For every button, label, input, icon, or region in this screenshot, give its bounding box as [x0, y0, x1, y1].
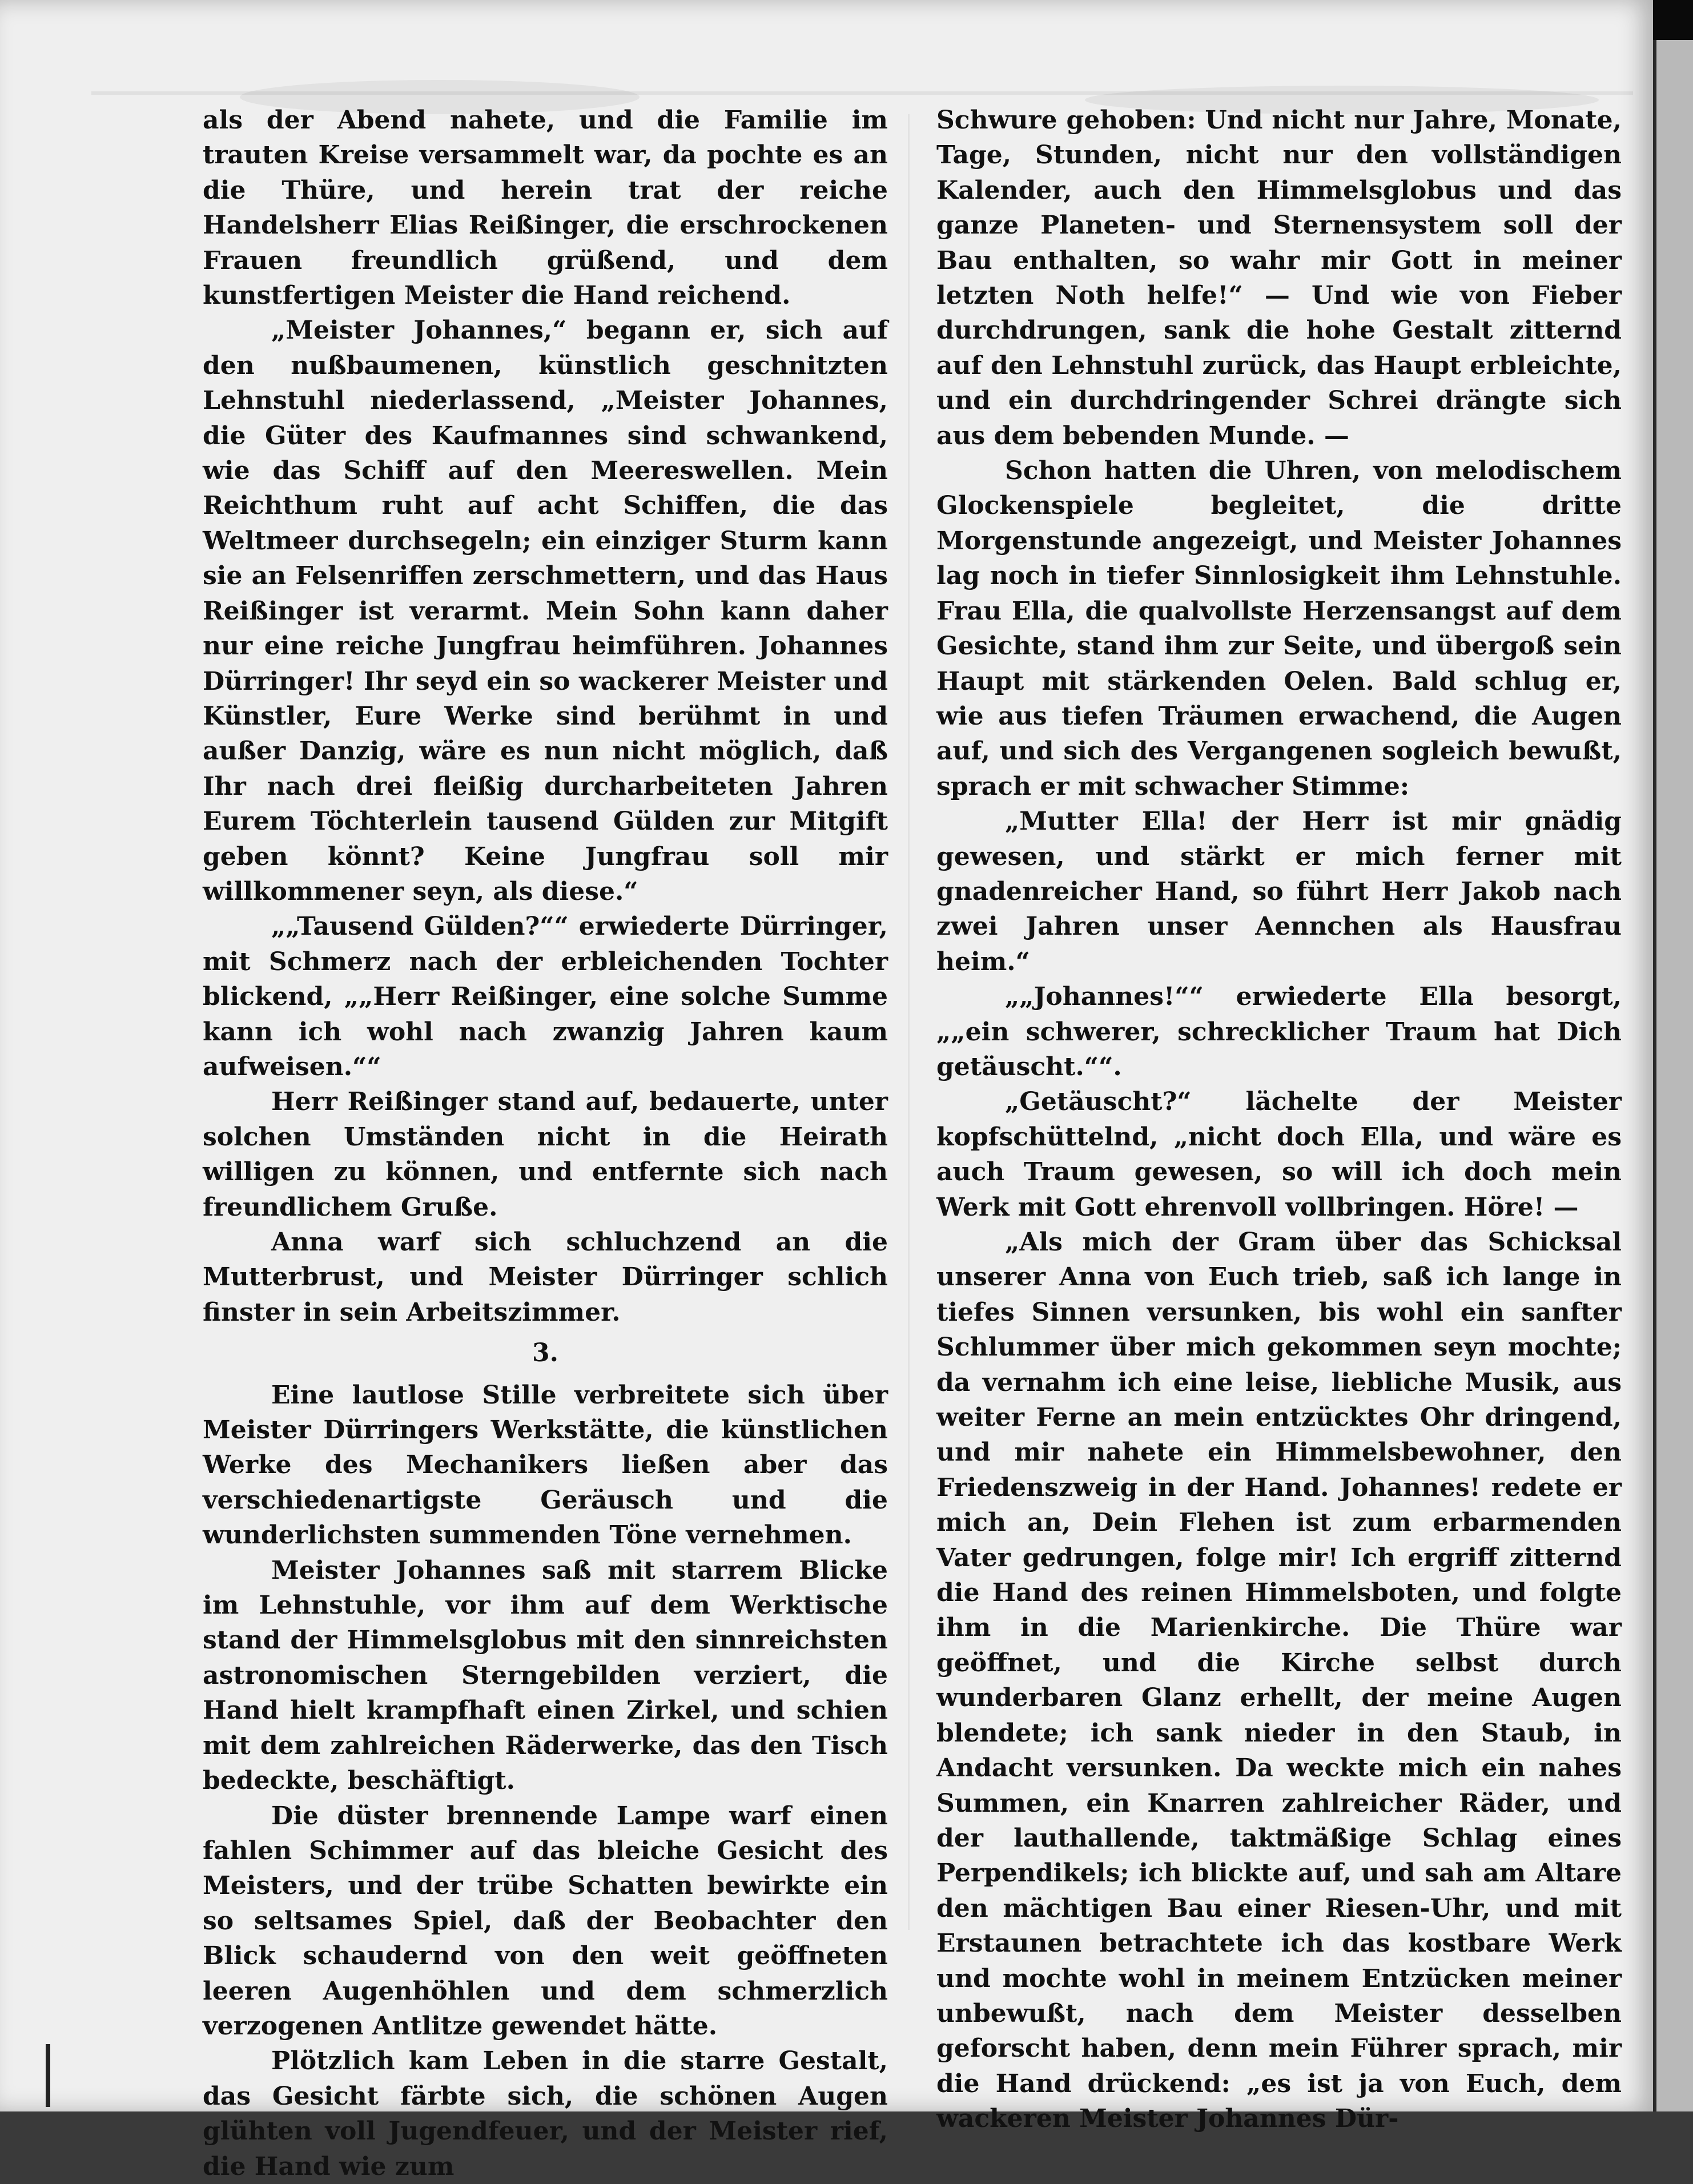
paragraph: Die düster brennende Lampe warf einen fahlen Schimmer auf das bleiche Gesicht des Meisters, und der trübe Schatten bewirkte ein so seltsames Spiel, daß der Beobachter den Blick schaudernd von den weit geöffneten leeren Augenhöhlen und dem schmerzlich verzogenen Antlitze gewendet hätte. [203, 1801, 888, 2041]
paragraph: „Meister Johannes,“ begann er, sich auf den nußbaumenen, künstlich geschnitzten Lehnstuhl niederlassend, „Meister Johannes, die Güter des Kaufmannes sind schwankend, wie das Schiff auf den Meereswellen. Mein Reichthum ruht auf acht Schiffen, die das Weltmeer durchsegeln; ein einziger Sturm kann sie an Felsenriffen zerschmettern, und das Haus Reißinger ist verarmt. Mein Sohn kann daher nur eine reiche Jungfrau heimführen. Johannes Dürringer! Ihr seyd ein so wackerer Meister und Künstler, Eure Werke sind berühmt in und außer Danzig, wäre es nun nicht möglich, daß Ihr nach drei fleißig durcharbeiteten Jahren Eurem Töchterlein tausend Gülden zur Mitgift geben könnt? Keine Jungfrau soll mir willkommener seyn, als diese.“ [203, 316, 888, 906]
paragraph: Schon hatten die Uhren, von melodischem Glockenspiele begleitet, die dritte Morgenstunde angezeigt, und Meister Johannes lag noch in tiefer Sinnlosigkeit ihm Lehnstuhle. Frau Ella, die qualvollste Herzensangst auf dem Gesichte, stand ihm zur Seite, und übergoß sein Haupt mit stärkenden Oelen. Bald schlug er, wie aus tiefen Träumen erwachend, die Augen auf, und sich des Vergangenen sogleich bewußt, sprach er mit schwacher Stimme: [936, 456, 1622, 801]
paragraph: „Getäuscht?“ lächelte der Meister kopfschüttelnd, „nicht doch Ella, und wäre es auch Traum gewesen, so will ich doch mein Werk mit Gott ehrenvoll vollbringen. Höre! — [936, 1087, 1622, 1222]
scan-edge [1653, 40, 1693, 2111]
right-column [936, 103, 1622, 2134]
paragraph: Eine lautlose Stille verbreitete sich über Meister Dürringers Werkstätte, die künstlichen Werke des Mechanikers ließen aber das verschiedenartigste Geräusch und die wunderlichsten summenden Töne vernehmen. [203, 1380, 888, 1550]
paragraph: „„Tausend Gülden?““ erwiederte Dürringer, mit Schmerz nach der erbleichenden Tochter blickend, „„Herr Reißinger, eine solche Summe kann ich wohl nach zwanzig Jahren kaum aufweisen.““ [203, 912, 888, 1081]
paragraph: als der Abend nahete, und die Familie im trauten Kreise versammelt war, da pochte es an die Thüre, und herein trat der reiche Handelsherr Elias Reißinger, die erschrockenen Frauen freundlich grüßend, und dem kunstfertigen Meister die Hand reichend. [203, 106, 888, 311]
paragraph: „Als mich der Gram über das Schicksal unserer Anna von Euch trieb, saß ich lange in tiefes Sinnen versunken, bis wohl ein sanfter Schlummer über mich gekommen seyn mochte; da vernahm ich eine leise, liebliche Musik, aus weiter Ferne an mein entzücktes Ohr dringend, und mir nahete ein Himmelsbewohner, den Friedenszweig in der Hand. Johannes! redete er mich an, Dein Flehen ist zum erbarmenden Vater gedrungen, folge mir! Ich ergriff zitternd die Hand des reinen Himmelsboten, und folgte ihm in die Marienkirche. Die Thüre war geöffnet, und die Kirche selbst durch wunderbaren Glanz erhellt, der meine Augen blendete; ich sank nieder in den Staub, in Andacht versunken. Da weckte mich ein nahes Summen, ein Knarren zahlreicher Räder, und der lauthallende, taktmäßige Schlag eines Perpendikels; ich blickte auf, und sah am Altare den mächtigen Bau einer Riesen-Uhr, und mit Erstaunen betrachtete ich das kostbare Werk und mochte wohl in meinem Entzücken meiner unbewußt, nach dem Meister desselben geforscht haben, denn mein Führer sprach, mir die Hand drückend: „es ist ja von Euch, dem wackeren Meister Johannes Dür- [936, 1228, 1622, 2134]
left-column [203, 103, 888, 2181]
scan-edge-top [1653, 0, 1693, 40]
paragraph: „Mutter Ella! der Herr ist mir gnädig gewesen, und stärkt er mich ferner mit gnadenreicher Hand, so führt Herr Jakob nach zwei Jahren unser Aennchen als Hausfrau heim.“ [936, 807, 1622, 976]
paragraph: Meister Johannes saß mit starrem Blicke im Lehnstuhle, vor ihm auf dem Werktische stand der Himmelsglobus mit den sinnreichsten astronomischen Sterngebilden verziert, die Hand hielt krampfhaft einen Zirkel, und schien mit dem zahlreichen Räderwerke, das den Tisch bedeckte, beschäftigt. [203, 1555, 888, 1796]
section-number: 3. [532, 1338, 558, 1368]
margin-mark [46, 2044, 50, 2107]
paragraph: Anna warf sich schluchzend an die Mutterbrust, und Meister Dürringer schlich finster in sein Arbeitszimmer. [203, 1228, 888, 1327]
paragraph: „„Johannes!““ erwiederte Ella besorgt, „„ein schwerer, schrecklicher Traum hat Dich getäuscht.““. [936, 982, 1622, 1081]
column-gutter [908, 114, 910, 1930]
paragraph: Herr Reißinger stand auf, bedauerte, unter solchen Umständen nicht in die Heirath willigen zu können, und entfernte sich nach freundlichem Gruße. [203, 1087, 888, 1222]
paragraph: Schwure gehoben: Und nicht nur Jahre, Monate, Tage, Stunden, nicht nur den vollständigen Kalender, auch den Himmelsglobus und das ganze Planeten- und Sternensystem soll der Bau enthalten, so wahr mir Gott in meiner letzten Noth helfe!“ — Und wie von Fieber durchdrungen, sank die hohe Gestalt zitternd auf den Lehnstuhl zurück, das Haupt erbleichte, und ein durchdringender Schrei drängte sich aus dem bebenden Munde. — [936, 106, 1622, 451]
paragraph: Plötzlich kam Leben in die starre Gestalt, das Gesicht färbte sich, die schönen Augen glühten voll Jugendfeuer, und der Meister rief, die Hand wie zum [203, 2046, 888, 2181]
